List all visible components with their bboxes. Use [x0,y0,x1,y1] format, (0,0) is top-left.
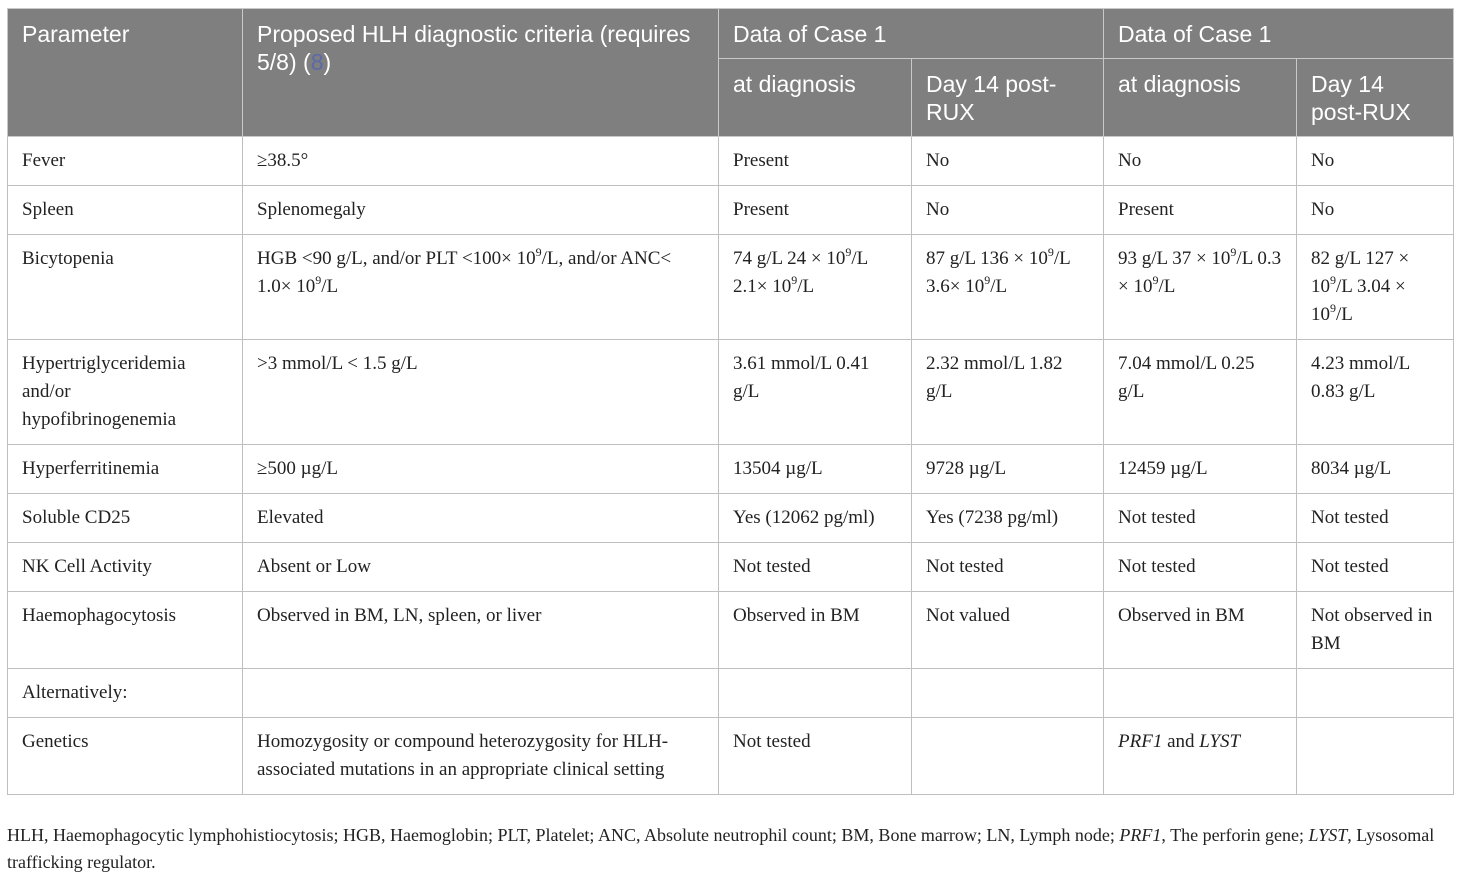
value-b: /L 3.6× 10 [926,248,1071,297]
cell-parameter: Genetics [8,718,243,795]
cell-case2-d14 [1297,718,1454,795]
cell-case1-d14: No [912,186,1104,235]
table-row-hypertriglyceridemia [8,340,1454,445]
cell-case2-d14 [1297,669,1454,718]
value-c: /L [797,276,815,297]
cell-case2-dx: 7.04 mmol/L 0.25 g/L [1104,340,1297,445]
cell-criteria: >3 mmol/L < 1.5 g/L [243,340,719,445]
cell-case1-d14: Yes (7238 pg/ml) [912,494,1104,543]
table-row-genetics [8,718,1454,795]
header-day14-b: Day 14 post-RUX [1297,59,1454,137]
cell-case1-d14: 2.32 mmol/L 1.82 g/L [912,340,1104,445]
hlh-criteria-table [7,8,1454,795]
cell-parameter: NK Cell Activity [8,543,243,592]
footnote-text-1: HLH, Haemophagocytic lymphohistiocytosis; HGB, Haemoglobin; PLT, Platelet; ANC, Absolute neutrophil count; BM, Bone marrow; LN, Lymph node; [7,825,1120,845]
gene-prf1: PRF1 [1118,731,1163,752]
cell-case2-dx: Observed in BM [1104,592,1297,669]
exponent: 9 [1152,272,1159,287]
gene-conjunction: and [1162,731,1200,752]
cell-case2-d14: Not tested [1297,494,1454,543]
gene-lyst: LYST [1199,731,1241,752]
cell-parameter: Soluble CD25 [8,494,243,543]
cell-case1-d14: Not tested [912,543,1104,592]
cell-case2-dx [1104,718,1297,795]
value-b: /L 3.04 × 10 [1311,276,1406,325]
cell-case2-d14: No [1297,186,1454,235]
cell-case1-d14 [912,718,1104,795]
cell-case1-dx: Present [719,137,912,186]
cell-criteria: Observed in BM, LN, spleen, or liver [243,592,719,669]
table-row-bicytopenia [8,235,1454,340]
cell-case2-dx [1104,669,1297,718]
header-criteria-text: Proposed HLH diagnostic criteria (requires 5/8) ( [257,21,691,75]
exponent: 9 [1047,244,1054,259]
cell-case1-dx: Not tested [719,718,912,795]
table-row-fever [8,137,1454,186]
cell-parameter: Haemophagocytosis [8,592,243,669]
value-a: 87 g/L 136 × 10 [926,248,1048,269]
header-criteria [243,9,719,137]
cell-criteria: Absent or Low [243,543,719,592]
cell-case1-dx [719,235,912,340]
hlh-table-container [7,8,1453,795]
cell-parameter: Hyperferritinemia [8,445,243,494]
value-a: 74 g/L 24 × 10 [733,248,846,269]
cell-case1-dx: 3.61 mmol/L 0.41 g/L [719,340,912,445]
exponent: 9 [791,272,798,287]
table-footnote [7,822,1453,876]
cell-case1-dx: Yes (12062 pg/ml) [719,494,912,543]
cell-case1-dx: Present [719,186,912,235]
cell-case1-dx: 13504 µg/L [719,445,912,494]
cell-criteria: Homozygosity or compound heterozygosity for HLH-associated mutations in an appropriate clinical setting [243,718,719,795]
cell-criteria [243,235,719,340]
exponent: 9 [315,272,322,287]
table-row-alternatively [8,669,1454,718]
cell-parameter: Hypertriglyceridemia and/or hypofibrinogenemia [8,340,243,445]
criteria-text-b: /L, and/or ANC< 1.0× 10 [257,248,672,297]
header-parameter: Parameter [8,9,243,137]
cell-case2-dx: Present [1104,186,1297,235]
value-b: /L 0.3 × 10 [1118,248,1282,297]
header-row-1 [8,9,1454,59]
table-row-soluble-cd25 [8,494,1454,543]
cell-case1-dx: Observed in BM [719,592,912,669]
cell-case2-dx: Not tested [1104,494,1297,543]
table-row-hyperferritinemia [8,445,1454,494]
criteria-text-a: HGB <90 g/L, and/or PLT <100× 10 [257,248,536,269]
header-at-diagnosis-a: at diagnosis [719,59,912,137]
cell-case1-d14: Not valued [912,592,1104,669]
cell-case2-dx: Not tested [1104,543,1297,592]
value-a: 93 g/L 37 × 10 [1118,248,1231,269]
cell-parameter: Alternatively: [8,669,243,718]
cell-criteria [243,669,719,718]
cell-case2-d14: No [1297,137,1454,186]
header-criteria-close: ) [323,49,332,75]
table-row-nk-activity [8,543,1454,592]
exponent: 9 [845,244,852,259]
table-row-spleen [8,186,1454,235]
cell-case2-d14: 8034 µg/L [1297,445,1454,494]
criteria-text-c: /L [321,276,339,297]
cell-case2-dx: No [1104,137,1297,186]
cell-case1-d14 [912,235,1104,340]
exponent: 9 [1330,300,1337,315]
exponent: 9 [1330,272,1337,287]
value-c: /L [990,276,1008,297]
value-c: /L [1336,304,1353,325]
cell-case2-d14: 4.23 mmol/L 0.83 g/L [1297,340,1454,445]
exponent: 9 [984,272,991,287]
value-a: 82 g/L 127 × 10 [1311,248,1410,297]
table-row-haemophagocytosis [8,592,1454,669]
value-c: /L [1158,276,1176,297]
cell-criteria: Elevated [243,494,719,543]
header-case-b: Data of Case 1 [1104,9,1454,59]
cell-parameter: Bicytopenia [8,235,243,340]
cell-parameter: Fever [8,137,243,186]
exponent: 9 [1230,244,1237,259]
footnote-gene-lyst: LYST [1308,825,1348,845]
cell-criteria: Splenomegaly [243,186,719,235]
cell-case1-d14: 9728 µg/L [912,445,1104,494]
footnote-text-2: , The perforin gene; [1161,825,1309,845]
cell-case1-dx [719,669,912,718]
cell-case2-d14: Not tested [1297,543,1454,592]
cell-case1-d14 [912,669,1104,718]
footnote-text-3: , Lysosomal trafficking regulator. [7,825,1435,872]
cell-criteria: ≥38.5° [243,137,719,186]
cell-criteria: ≥500 µg/L [243,445,719,494]
header-day14-a: Day 14 post-RUX [912,59,1104,137]
reference-link[interactable]: 8 [310,49,324,75]
cell-case1-dx: Not tested [719,543,912,592]
cell-case2-dx: 12459 µg/L [1104,445,1297,494]
cell-case2-d14 [1297,235,1454,340]
exponent: 9 [535,244,542,259]
cell-parameter: Spleen [8,186,243,235]
cell-case2-d14: Not observed in BM [1297,592,1454,669]
value-b: /L 2.1× 10 [733,248,868,297]
footnote-gene-prf1: PRF1 [1119,825,1162,845]
cell-case1-d14: No [912,137,1104,186]
cell-case2-dx [1104,235,1297,340]
header-at-diagnosis-b: at diagnosis [1104,59,1297,137]
header-case-a: Data of Case 1 [719,9,1104,59]
